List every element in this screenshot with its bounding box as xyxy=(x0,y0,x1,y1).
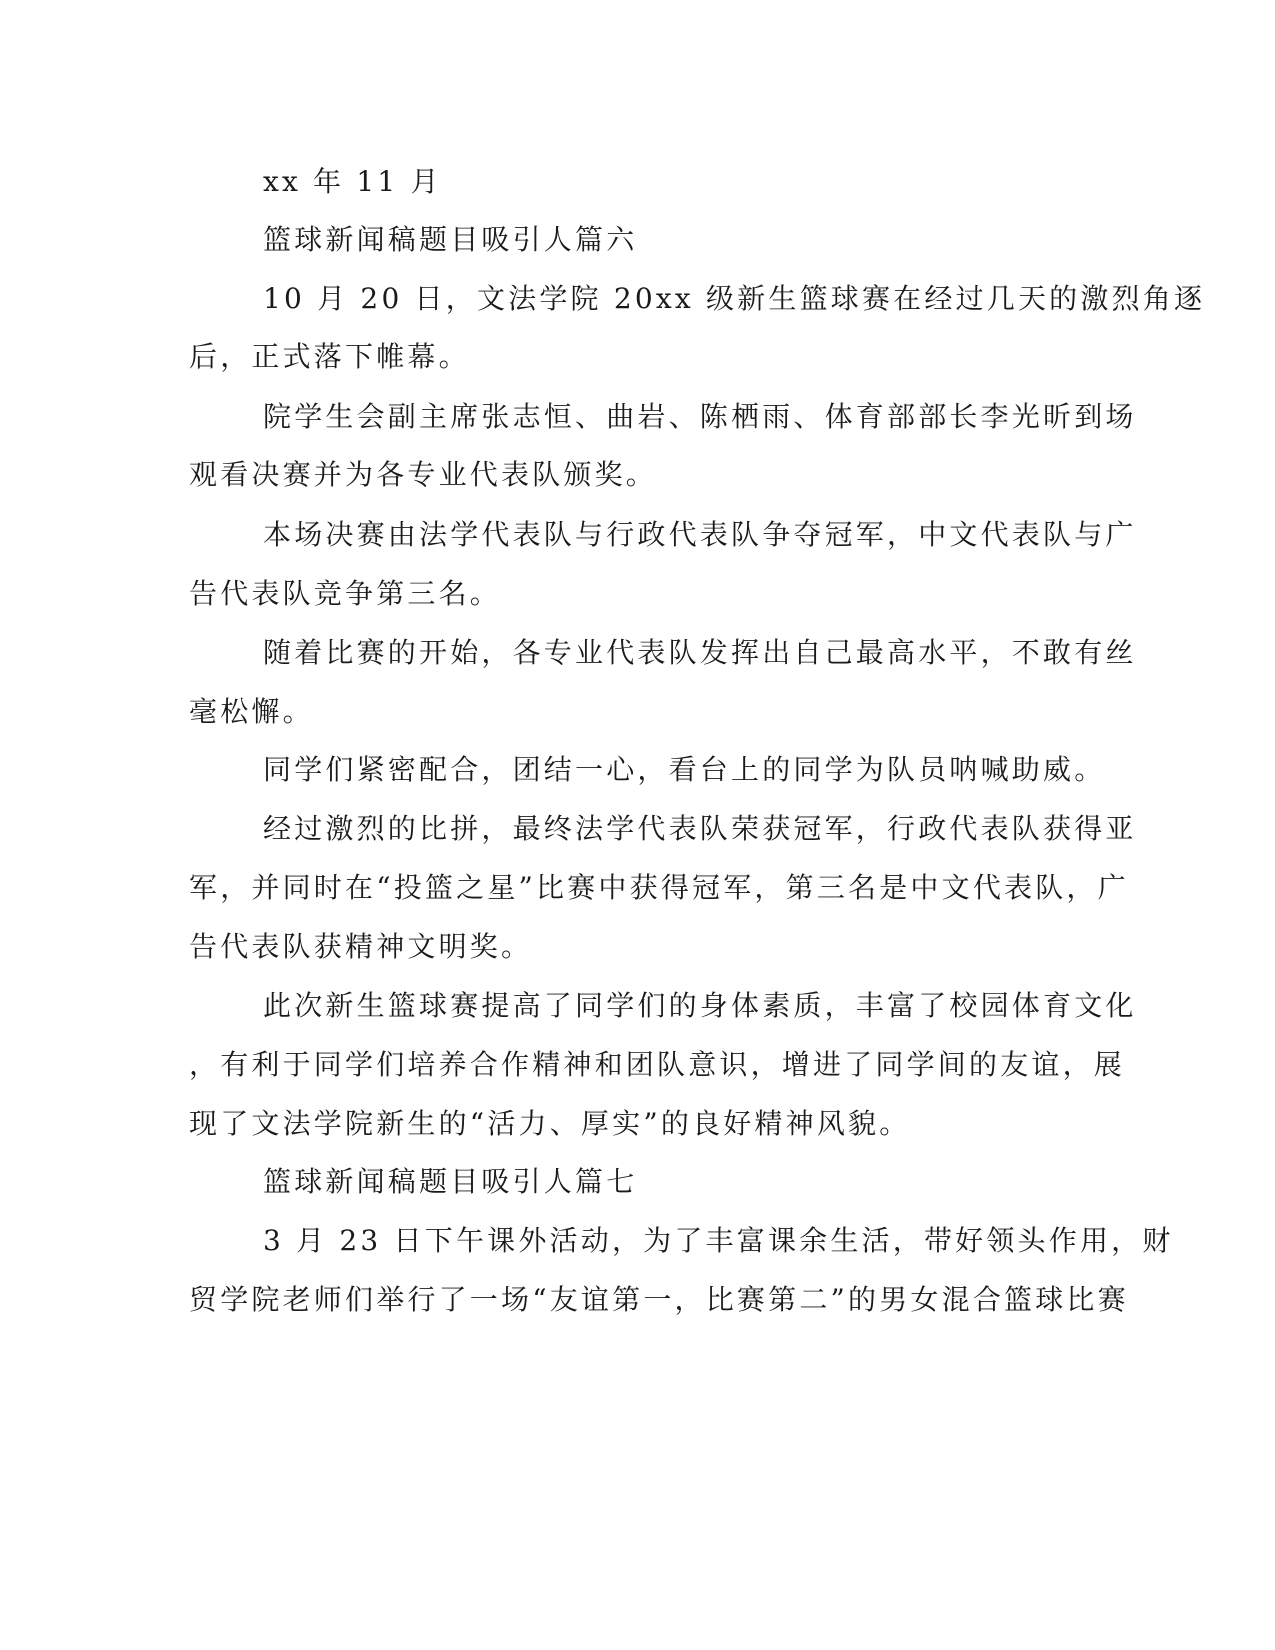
paragraph-line: 告代表队获精神文明奖。 xyxy=(189,930,533,963)
paragraph-line: ，有利于同学们培养合作精神和团队意识，增进了同学间的友谊，展 xyxy=(189,1048,1126,1081)
paragraph-line: 后，正式落下帷幕。 xyxy=(189,340,470,373)
paragraph-line: 贸学院老师们举行了一场“友谊第一，比赛第二”的男女混合篮球比赛 xyxy=(189,1283,1129,1316)
date-line: xx 年 11 月 xyxy=(263,165,442,198)
paragraph-line: 毫松懈。 xyxy=(189,695,314,728)
paragraph-line: 3 月 23 日下午课外活动，为了丰富课余生活，带好领头作用，财 xyxy=(263,1224,1174,1257)
paragraph-line: 本场决赛由法学代表队与行政代表队争夺冠军，中文代表队与广 xyxy=(263,518,1137,551)
paragraph-line: 经过激烈的比拼，最终法学代表队荣获冠军，行政代表队获得亚 xyxy=(263,812,1137,845)
paragraph-line: 随着比赛的开始，各专业代表队发挥出自己最高水平，不敢有丝 xyxy=(263,636,1137,669)
paragraph-line: 现了文法学院新生的“活力、厚实”的良好精神风貌。 xyxy=(189,1107,911,1140)
paragraph-line: 10 月 20 日，文法学院 20xx 级新生篮球赛在经过几天的激烈角逐 xyxy=(263,282,1206,315)
paragraph-line: 观看决赛并为各专业代表队颁奖。 xyxy=(189,458,658,491)
section-heading-6: 篮球新闻稿题目吸引人篇六 xyxy=(263,223,638,256)
paragraph-line: 同学们紧密配合，团结一心，看台上的同学为队员呐喊助威。 xyxy=(263,753,1106,786)
paragraph-line: 此次新生篮球赛提高了同学们的身体素质，丰富了校园体育文化 xyxy=(263,989,1137,1022)
paragraph-line: 告代表队竞争第三名。 xyxy=(189,577,502,610)
section-heading-7: 篮球新闻稿题目吸引人篇七 xyxy=(263,1165,638,1198)
paragraph-line: 院学生会副主席张志恒、曲岩、陈栖雨、体育部部长李光昕到场 xyxy=(263,400,1137,433)
paragraph-line: 军，并同时在“投篮之星”比赛中获得冠军，第三名是中文代表队，广 xyxy=(189,871,1129,904)
